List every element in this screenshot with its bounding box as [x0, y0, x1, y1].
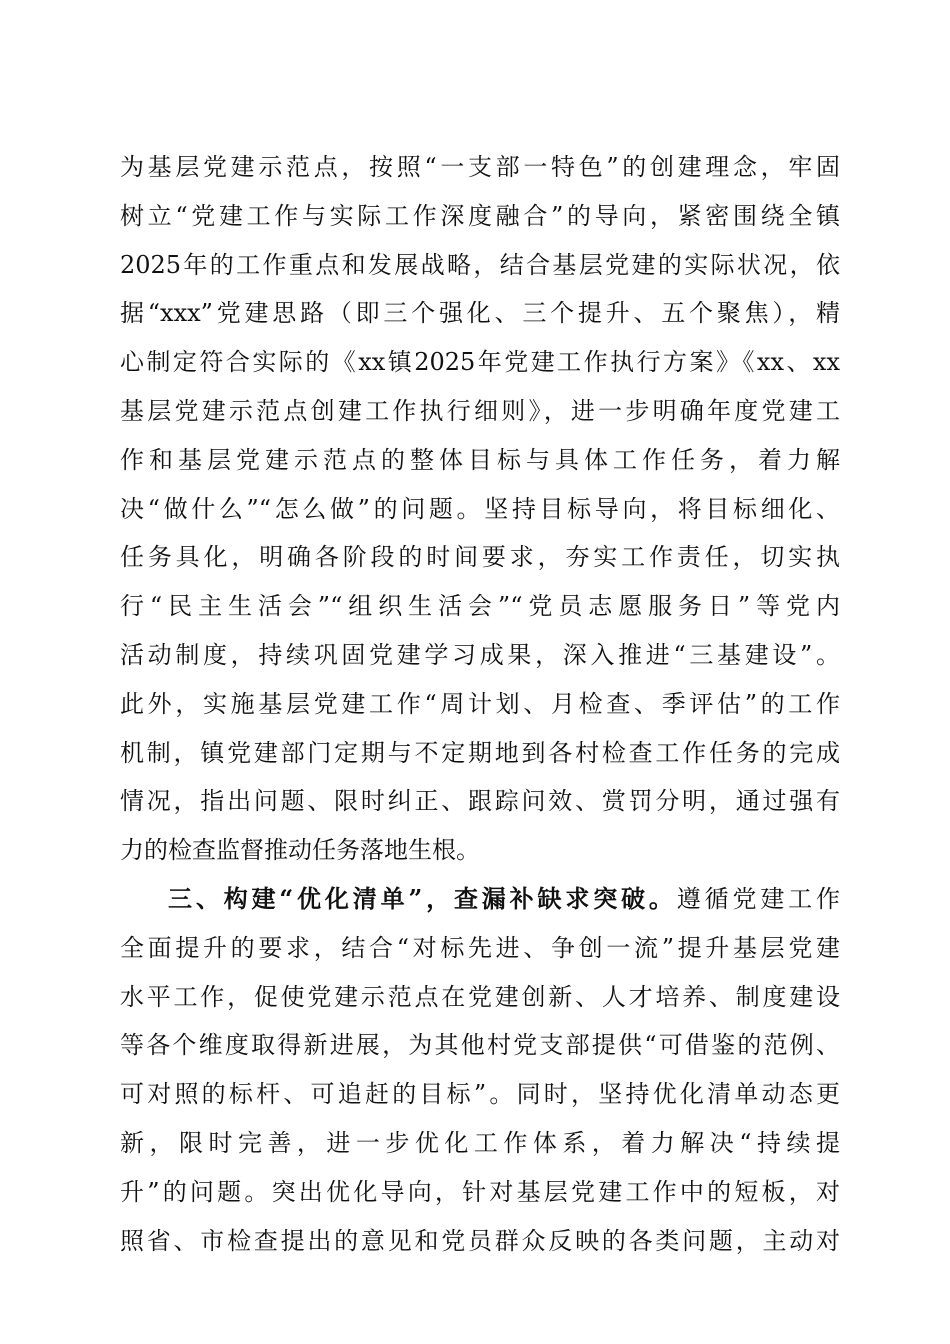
text-line: 全面提升的要求，结合“对标先进、争创一流”提升基层党建 — [120, 933, 840, 962]
text-line: 据“xxx”党建思路（即三个强化、三个提升、五个聚焦），精 — [120, 299, 840, 328]
text-line: 活动制度，持续巩固党建学习成果，深入推进“三基建设”。 — [120, 640, 840, 669]
section-first-line — [120, 875, 840, 924]
text-line: 新，限时完善，进一步优化工作体系，着力解决“持续提 — [120, 1128, 840, 1157]
text-line: 情况，指出问题、限时纠正、跟踪问效、赏罚分明，通过强有 — [120, 787, 840, 816]
text-line: 水平工作，促使党建示范点在党建创新、人才培养、制度建设 — [120, 982, 840, 1011]
text-line: 此外，实施基层党建工作“周计划、月检查、季评估”的工作 — [120, 689, 840, 718]
section-three-paragraph — [120, 875, 840, 1265]
text-line: 2025年的工作重点和发展战略，结合基层党建的实际状况，依 — [120, 250, 840, 279]
text-line: 为基层党建示范点，按照“一支部一特色”的创建理念，牢固 — [120, 153, 840, 181]
text-line: 行“民主生活会”“组织生活会”“党员志愿服务日”等党内 — [120, 592, 840, 621]
text-line: 作和基层党建示范点的整体目标与具体工作任务，着力解 — [120, 445, 840, 474]
document-body — [120, 143, 840, 1265]
section-heading: 三、构建“优化清单”，查漏补缺求突破。 — [168, 883, 677, 913]
text-line: 心制定符合实际的《xx镇2025年党建工作执行方案》《xx、xx — [120, 348, 840, 377]
text-line: 可对照的标杆、可追赶的目标”。同时，坚持优化清单动态更 — [120, 1080, 840, 1109]
text-line: 等各个维度取得新进展，为其他村党支部提供“可借鉴的范例、 — [120, 1031, 840, 1060]
text-line: 机制，镇党建部门定期与不定期地到各村检查工作任务的完成 — [120, 738, 840, 767]
text-line: 决“做什么”“怎么做”的问题。坚持目标导向，将目标细化、 — [120, 494, 840, 523]
text-line: 树立“党建工作与实际工作深度融合”的导向，紧密围绕全镇 — [120, 201, 840, 230]
text-line: 任务具化，明确各阶段的时间要求，夯实工作责任，切实执 — [120, 543, 840, 572]
text-line: 力的检查监督推动任务落地生根。 — [120, 836, 480, 865]
text-line: 照省、市检查提出的意见和党员群众反映的各类问题，主动对 — [120, 1226, 840, 1255]
paragraph-continuation — [120, 143, 840, 875]
text-line: 升”的问题。突出优化导向，针对基层党建工作中的短板，对 — [120, 1177, 840, 1206]
section-first-line-text: 遵循党建工作 — [676, 884, 841, 913]
text-line: 基层党建示范点创建工作执行细则》，进一步明确年度党建工 — [120, 396, 840, 425]
